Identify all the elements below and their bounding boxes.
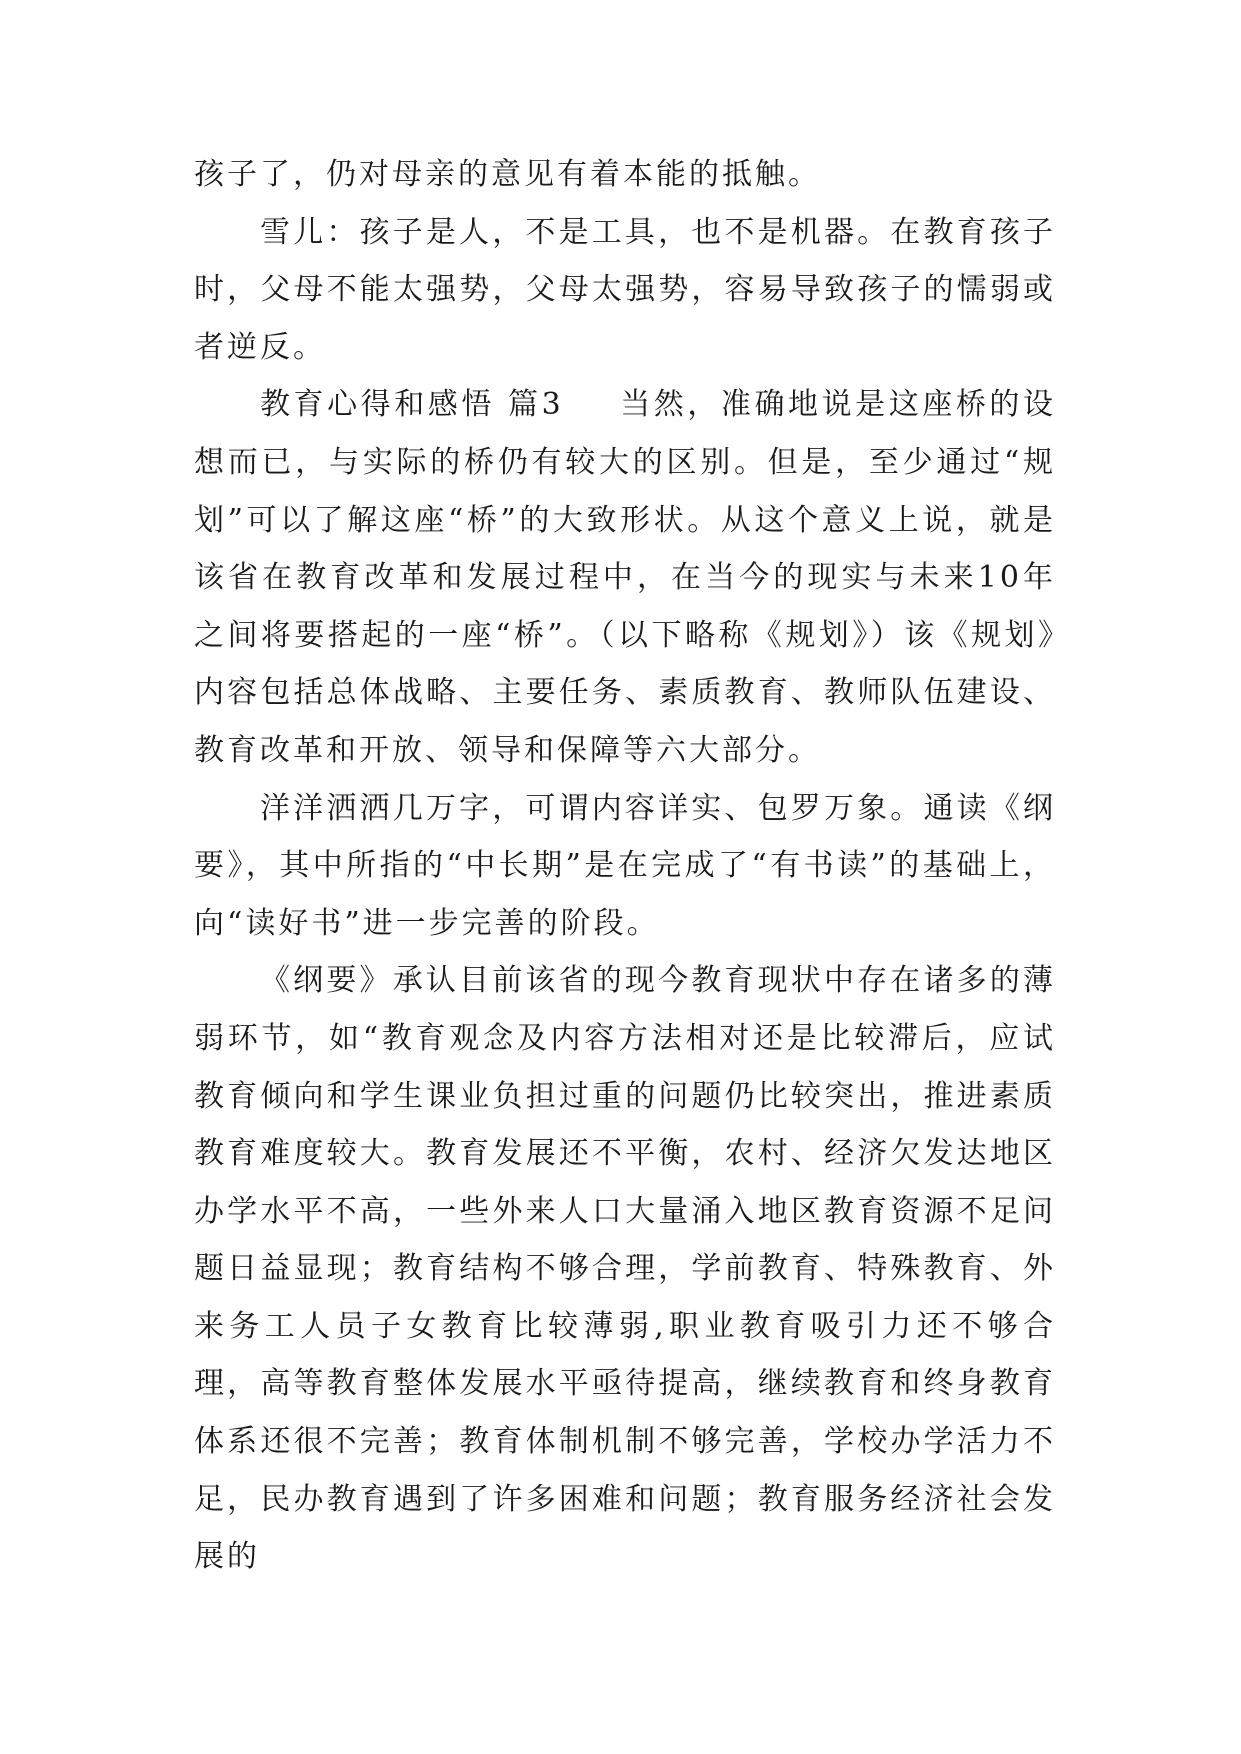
paragraph-continuation: 孩子了，仍对母亲的意见有着本能的抵触。 [194,157,821,192]
section-heading: 教育心得和感悟 篇3 [260,387,564,423]
paragraph-xueer: 雪儿：孩子是人，不是工具，也不是机器。在教育孩子时，父母不能太强势，父母太强势，容易导致孩子的懦弱或者逆反。 [194,214,1056,365]
paragraph-outline-reading: 洋洋洒洒几万字，可谓内容详实、包罗万象。通读《纲要》，其中所指的“中长期”是在完成了“有书读”的基础上，向“读好书”进一步完善的阶段。 [194,790,1056,941]
paragraph-weaknesses: 《纲要》承认目前该省的现今教育现状中存在诸多的薄弱环节，如“教育观念及内容方法相对还是比较滞后，应试教育倾向和学生课业负担过重的问题仍比较突出，推进素质教育难度较大。教育发展还不平衡，农村、经济欠发达地区办学水平不高，一些外来人口大量涌入地区教育资源不足问题日益显现；教育结构不够合理，学前教育、特殊教育、外来务工人员子女教育比较薄弱,职业教育吸引力还不够合理，高等教育整体发展水平亟待提高，继续教育和终身教育体系还很不完善；教育体制机制不够完善，学校办学活力不足，民办教育遇到了许多困难和问题；教育服务经济社会发展的 [194,963,1056,1575]
section-3-text: 当然，准确地说是这座桥的设想而已，与实际的桥仍有较大的区别。但是，至少通过“规划”可以了解这座“桥”的大致形状。从这个意义上说，就是该省在教育改革和发展过程中，在当今的现实与未来10年之间将要搭起的一座“桥”。（以下略称《规划》）该《规划》内容包括总体战略、主要任务、素质教育、教师队伍建设、教育改革和开放、领导和保障等六大部分。 [194,387,1056,768]
document-body [194,146,1056,1586]
paragraph-section-3 [194,376,1056,779]
